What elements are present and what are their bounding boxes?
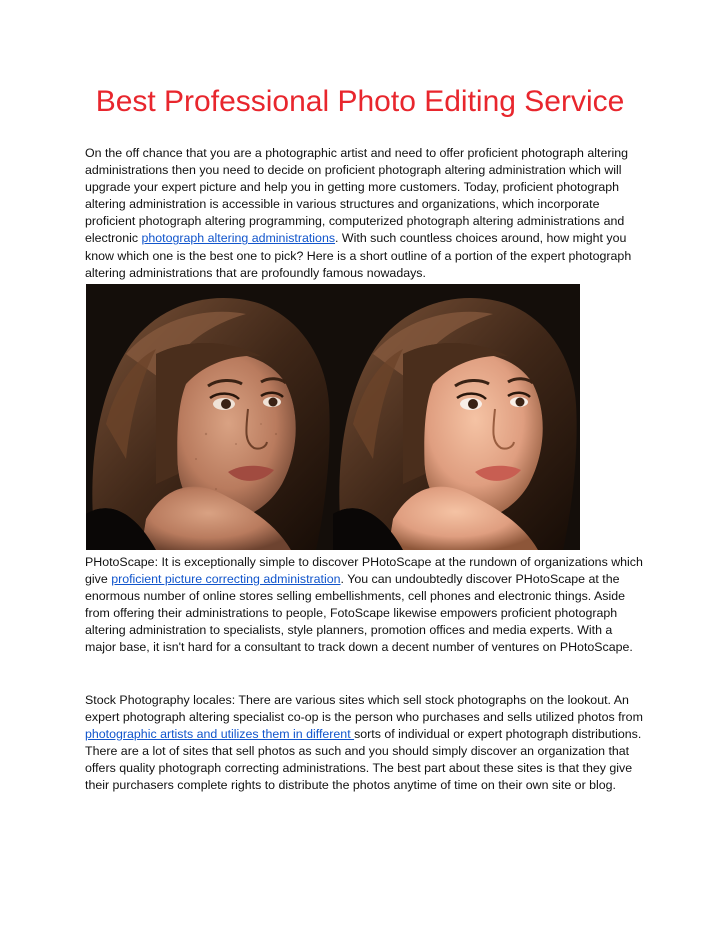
photoscape-paragraph (85, 554, 645, 657)
photoscape-text-after: . You can undoubtedly discover PHotoScape at the enormous number of online stores selling embellishments, cell phones and electronic things. Aside from offering their administrations to people, FotoScape likewise empowers proficient photograph altering administration to specialists, style planners, promotion offices and media experts. With a major base, it isn't hard for a consultant to track down a decent number of ventures on PHotoScape. (85, 572, 633, 655)
stock-text-before: Stock Photography locales: There are various sites which sell stock photographs on the lookout. An expert photograph altering specialist co-op is the person who purchases and sells utilized photos from (85, 693, 643, 725)
before-after-portrait-svg (86, 284, 580, 550)
photoscape-text-before: PHotoScape: It is exceptionally simple to discover PHotoScape at the rundown of organizations which give (85, 555, 643, 587)
intro-text-before: On the off chance that you are a photographic artist and need to offer proficient photograph altering administrations then you need to decide on proficient photograph altering administration which will upgrade your expert picture and help you in getting more customers. Today, proficient photograph altering administration is accessible in various structures and organizations, which incorporate proficient photograph altering programming, computerized photograph altering administrations and electronic (85, 146, 629, 246)
intro-text-after: . With such countless choices around, how might you know which one is the best one to pick? Here is a short outline of a portion of the expert photograph altering administrations that are profoundly famous nowadays. (85, 231, 632, 280)
intro-paragraph (85, 145, 645, 282)
picture-correcting-link[interactable]: proficient picture correcting administration (111, 572, 341, 587)
photo-editing-services-link[interactable]: photograph altering administrations (141, 231, 336, 246)
photographic-artists-link[interactable]: photographic artists and utilizes them in different (85, 727, 355, 742)
stock-photography-paragraph (85, 692, 645, 795)
before-after-portrait-image (86, 284, 580, 550)
stock-text-after: sorts of individual or expert photograph distributions. There are a lot of sites that sell photos as such and you should simply discover an organization that offers quality photograph correcting administrations. The best part about these sites is that they give their purchasers complete rights to distribute the photos anytime of time on their own site or blog. (85, 727, 642, 793)
page-title: Best Professional Photo Editing Service (95, 85, 625, 118)
